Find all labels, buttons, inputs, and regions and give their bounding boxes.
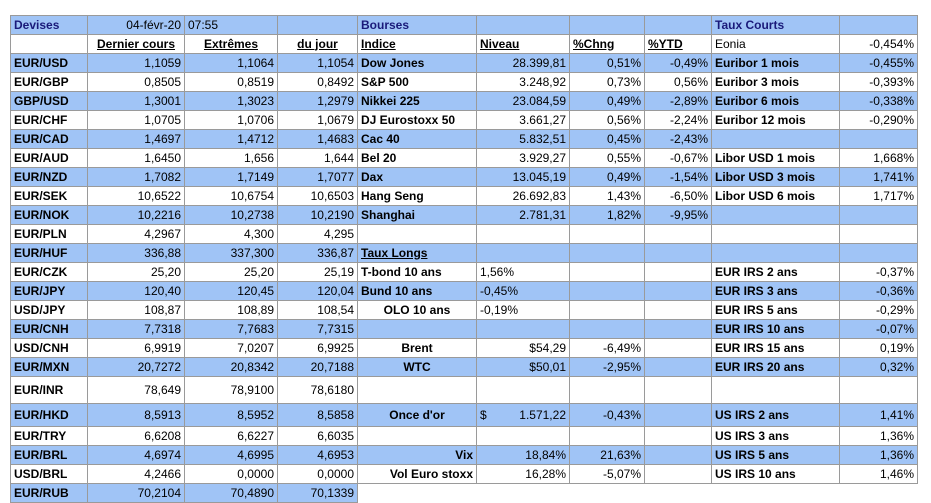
table-cell: 1,43% (570, 187, 645, 206)
table-cell: -0,338% (840, 92, 918, 111)
empty-cell (477, 320, 570, 339)
empty-cell (570, 484, 645, 503)
table-cell: EUR IRS 20 ans (712, 358, 840, 377)
col-indice: Indice (358, 35, 477, 54)
table-cell: 6,6227 (185, 427, 278, 446)
table-cell: -0,36% (840, 282, 918, 301)
table-cell: 1,1059 (88, 54, 185, 73)
table-cell: 1,741% (840, 168, 918, 187)
table-cell: 1,82% (570, 206, 645, 225)
table-cell: 1,717% (840, 187, 918, 206)
table-cell: 3.929,27 (477, 149, 570, 168)
empty-cell (840, 484, 918, 503)
empty-cell (645, 16, 712, 35)
table-cell: Euribor 6 mois (712, 92, 840, 111)
empty-cell (645, 301, 712, 320)
table-row (11, 301, 918, 320)
table-cell: EUR/CZK (11, 263, 88, 282)
table-cell: Libor USD 1 mois (712, 149, 840, 168)
empty-cell (570, 225, 645, 244)
table-row (11, 320, 918, 339)
table-cell: 70,4890 (185, 484, 278, 503)
table-cell: 6,6035 (278, 427, 358, 446)
table-cell: -0,67% (645, 149, 712, 168)
table-cell: EUR/NOK (11, 206, 88, 225)
table-cell: Once d'or (358, 404, 477, 427)
table-row (11, 149, 918, 168)
table-cell: -0,455% (840, 54, 918, 73)
table-cell: EUR IRS 3 ans (712, 282, 840, 301)
table-cell: 0,49% (570, 168, 645, 187)
table-row (11, 54, 918, 73)
empty-cell (477, 427, 570, 446)
table-cell: 4,2466 (88, 465, 185, 484)
table-cell: Vol Euro stoxx (358, 465, 477, 484)
table-cell: 0,8492 (278, 73, 358, 92)
bourses-heading: Bourses (358, 16, 477, 35)
table-cell: EUR/CHF (11, 111, 88, 130)
table-cell: 120,04 (278, 282, 358, 301)
table-cell: EUR/JPY (11, 282, 88, 301)
table-cell: EUR IRS 5 ans (712, 301, 840, 320)
empty-cell (840, 377, 918, 404)
empty-cell (358, 377, 477, 404)
col-dernier-cours: Dernier cours (88, 35, 185, 54)
col-niveau: Niveau (477, 35, 570, 54)
table-cell: 336,87 (278, 244, 358, 263)
table-cell: 0,0000 (278, 465, 358, 484)
time-cell: 07:55 (185, 16, 278, 35)
table-cell: Brent (358, 339, 477, 358)
table-cell: 5.832,51 (477, 130, 570, 149)
table-row (11, 339, 918, 358)
table-cell: 10,6522 (88, 187, 185, 206)
table-cell: -9,95% (645, 206, 712, 225)
table-cell: EUR/NZD (11, 168, 88, 187)
table-cell: US IRS 10 ans (712, 465, 840, 484)
table-cell: USD/JPY (11, 301, 88, 320)
empty-cell (645, 282, 712, 301)
table-cell: 23.084,59 (477, 92, 570, 111)
table-row (11, 358, 918, 377)
empty-cell (477, 244, 570, 263)
empty-cell (570, 244, 645, 263)
table-row (11, 446, 918, 465)
empty-cell (645, 339, 712, 358)
taux-courts-heading: Taux Courts (712, 16, 840, 35)
table-cell: 1,4697 (88, 130, 185, 149)
empty-cell (645, 484, 712, 503)
empty-cell (712, 484, 840, 503)
table-cell: 1,56% (477, 263, 570, 282)
eonia-label: Eonia (712, 35, 840, 54)
table-cell: S&P 500 (358, 73, 477, 92)
empty-cell (645, 263, 712, 282)
table-cell: EUR/RUB (11, 484, 88, 503)
table-cell: Euribor 3 mois (712, 73, 840, 92)
table-cell: EUR/HUF (11, 244, 88, 263)
table-cell: 1,0706 (185, 111, 278, 130)
table-cell: 120,45 (185, 282, 278, 301)
empty-cell (645, 244, 712, 263)
empty-cell (477, 377, 570, 404)
empty-cell (11, 35, 88, 54)
table-cell: 1,3001 (88, 92, 185, 111)
table-cell: Euribor 1 mois (712, 54, 840, 73)
table-cell: 4,6974 (88, 446, 185, 465)
table-cell: 18,84% (477, 446, 570, 465)
table-cell: 10,6754 (185, 187, 278, 206)
table-cell: -0,43% (570, 404, 645, 427)
table-row (11, 130, 918, 149)
table-cell: 4,2967 (88, 225, 185, 244)
empty-cell (358, 225, 477, 244)
table-cell: 1,7077 (278, 168, 358, 187)
table-cell: 25,19 (278, 263, 358, 282)
table-cell: $50,01 (477, 358, 570, 377)
table-cell: Shanghai (358, 206, 477, 225)
table-cell: 108,89 (185, 301, 278, 320)
table-cell: 78,9100 (185, 377, 278, 404)
table-cell: 337,300 (185, 244, 278, 263)
table-cell: 25,20 (185, 263, 278, 282)
table-cell: 4,295 (278, 225, 358, 244)
empty-cell (570, 282, 645, 301)
table-cell: EUR/CNH (11, 320, 88, 339)
table-row (11, 92, 918, 111)
empty-cell (645, 377, 712, 404)
table-cell: -6,50% (645, 187, 712, 206)
table-cell: 1,36% (840, 427, 918, 446)
table-cell: 8,5913 (88, 404, 185, 427)
table-cell: Bund 10 ans (358, 282, 477, 301)
table-cell: 3.661,27 (477, 111, 570, 130)
table-cell: 0,19% (840, 339, 918, 358)
table-row (11, 465, 918, 484)
table-cell: T-bond 10 ans (358, 263, 477, 282)
table-cell: 78,6180 (278, 377, 358, 404)
table-cell: -1,54% (645, 168, 712, 187)
table-cell: EUR/USD (11, 54, 88, 73)
table-cell: -0,290% (840, 111, 918, 130)
empty-cell (570, 377, 645, 404)
table-cell: 25,20 (88, 263, 185, 282)
table-cell: 16,28% (477, 465, 570, 484)
table-cell: 0,49% (570, 92, 645, 111)
table-cell: -2,89% (645, 92, 712, 111)
table-cell: 3.248,92 (477, 73, 570, 92)
empty-cell (712, 206, 840, 225)
table-cell: 26.692,83 (477, 187, 570, 206)
empty-cell (712, 225, 840, 244)
empty-cell (358, 484, 477, 503)
table-cell: 1,1064 (185, 54, 278, 73)
table-cell: EUR/CAD (11, 130, 88, 149)
table-cell: 108,87 (88, 301, 185, 320)
empty-cell (645, 446, 712, 465)
table-cell: EUR/PLN (11, 225, 88, 244)
table-row (11, 244, 918, 263)
table-cell: 20,8342 (185, 358, 278, 377)
empty-cell (712, 130, 840, 149)
table-cell: 20,7272 (88, 358, 185, 377)
table-row (11, 168, 918, 187)
empty-cell (477, 16, 570, 35)
table-cell: OLO 10 ans (358, 301, 477, 320)
empty-cell (477, 484, 570, 503)
table-cell: 1,4683 (278, 130, 358, 149)
table-cell: 6,9925 (278, 339, 358, 358)
table-cell: -0,49% (645, 54, 712, 73)
empty-cell (840, 130, 918, 149)
table-cell: 1,0705 (88, 111, 185, 130)
table-cell: 13.045,19 (477, 168, 570, 187)
empty-cell: $ 1.571,22 (477, 404, 570, 427)
table-cell: 0,56% (570, 111, 645, 130)
table-cell: 6,9919 (88, 339, 185, 358)
table-cell: 1,656 (185, 149, 278, 168)
table-cell: 1,3023 (185, 92, 278, 111)
table-cell: 1,4712 (185, 130, 278, 149)
empty-cell (570, 16, 645, 35)
table-cell: Vix (358, 446, 477, 465)
table-cell: EUR/BRL (11, 446, 88, 465)
table-cell: Euribor 12 mois (712, 111, 840, 130)
empty-cell (278, 16, 358, 35)
table-cell: 4,6953 (278, 446, 358, 465)
table-cell: 108,54 (278, 301, 358, 320)
table-cell: 7,7315 (278, 320, 358, 339)
table-cell: 0,73% (570, 73, 645, 92)
empty-cell (570, 427, 645, 446)
empty-cell (645, 320, 712, 339)
empty-cell (645, 465, 712, 484)
empty-cell (712, 244, 840, 263)
empty-cell (645, 358, 712, 377)
table-cell: 78,649 (88, 377, 185, 404)
table-cell: Libor USD 6 mois (712, 187, 840, 206)
table-cell: 120,40 (88, 282, 185, 301)
table-cell: Nikkei 225 (358, 92, 477, 111)
table-cell: -5,07% (570, 465, 645, 484)
table-cell: 1,41% (840, 404, 918, 427)
table-cell: 21,63% (570, 446, 645, 465)
empty-cell (840, 244, 918, 263)
table-cell: 1,7149 (185, 168, 278, 187)
table-cell: 70,1339 (278, 484, 358, 503)
empty-cell (358, 320, 477, 339)
empty-cell (570, 320, 645, 339)
table-cell: WTC (358, 358, 477, 377)
table-cell: 1,668% (840, 149, 918, 168)
table-cell: 20,7188 (278, 358, 358, 377)
table-cell: -6,49% (570, 339, 645, 358)
table-cell: Bel 20 (358, 149, 477, 168)
table-cell: 1,1054 (278, 54, 358, 73)
table-cell: 10,2738 (185, 206, 278, 225)
table-cell: 70,2104 (88, 484, 185, 503)
table-cell: 0,8505 (88, 73, 185, 92)
table-cell: EUR/HKD (11, 404, 88, 427)
table-row (11, 73, 918, 92)
table-row (11, 282, 918, 301)
table-row (11, 187, 918, 206)
table-cell: -0,393% (840, 73, 918, 92)
table-cell: -0,37% (840, 263, 918, 282)
table-row (11, 263, 918, 282)
table-cell: -0,45% (477, 282, 570, 301)
table-cell: 4,6995 (185, 446, 278, 465)
table-cell: 1,2979 (278, 92, 358, 111)
col-chng: %Chng (570, 35, 645, 54)
empty-cell (477, 225, 570, 244)
table-cell: 7,7318 (88, 320, 185, 339)
table-row (11, 225, 918, 244)
table-cell: -2,43% (645, 130, 712, 149)
table-row (11, 111, 918, 130)
empty-cell (570, 301, 645, 320)
table-row (11, 484, 918, 503)
table-cell: 1,0679 (278, 111, 358, 130)
col-du-jour: du jour (278, 35, 358, 54)
table-cell: USD/CNH (11, 339, 88, 358)
table-cell: $54,29 (477, 339, 570, 358)
empty-cell (645, 404, 712, 427)
table-cell: 6,6208 (88, 427, 185, 446)
table-cell: EUR/AUD (11, 149, 88, 168)
taux-longs-heading: Taux Longs (358, 244, 477, 263)
table-cell: 8,5858 (278, 404, 358, 427)
table-cell: 4,300 (185, 225, 278, 244)
table-cell: 0,45% (570, 130, 645, 149)
table-cell: US IRS 5 ans (712, 446, 840, 465)
table-cell: 0,8519 (185, 73, 278, 92)
table-cell: 0,32% (840, 358, 918, 377)
table-row (11, 427, 918, 446)
empty-cell (712, 377, 840, 404)
table-cell: EUR IRS 10 ans (712, 320, 840, 339)
table-cell: 0,56% (645, 73, 712, 92)
table-cell: 1,7082 (88, 168, 185, 187)
date-cell: 04-févr-20 (88, 16, 185, 35)
table-cell: EUR/MXN (11, 358, 88, 377)
eonia-value: -0,454% (840, 35, 918, 54)
table-cell: Libor USD 3 mois (712, 168, 840, 187)
table-cell: US IRS 3 ans (712, 427, 840, 446)
table-cell: -0,29% (840, 301, 918, 320)
empty-cell (645, 225, 712, 244)
table-row (11, 377, 918, 404)
table-row (11, 206, 918, 225)
table-cell: 1,6450 (88, 149, 185, 168)
table-cell: EUR IRS 2 ans (712, 263, 840, 282)
table-row (11, 404, 918, 427)
table-cell: GBP/USD (11, 92, 88, 111)
table-cell: US IRS 2 ans (712, 404, 840, 427)
table-cell: 10,2190 (278, 206, 358, 225)
table-cell: 2.781,31 (477, 206, 570, 225)
table-cell: 1,36% (840, 446, 918, 465)
table-cell: 0,55% (570, 149, 645, 168)
table-cell: EUR IRS 15 ans (712, 339, 840, 358)
table-cell: Cac 40 (358, 130, 477, 149)
empty-cell (570, 263, 645, 282)
table-cell: Dow Jones (358, 54, 477, 73)
empty-cell (840, 16, 918, 35)
empty-cell (358, 427, 477, 446)
table-cell: EUR/TRY (11, 427, 88, 446)
table-cell: 28.399,81 (477, 54, 570, 73)
table-cell: 1,644 (278, 149, 358, 168)
col-ytd: %YTD (645, 35, 712, 54)
table-cell: Dax (358, 168, 477, 187)
table-cell: 10,6503 (278, 187, 358, 206)
col-extremes: Extrêmes (185, 35, 278, 54)
empty-cell (840, 225, 918, 244)
table-cell: 10,2216 (88, 206, 185, 225)
table-cell: 8,5952 (185, 404, 278, 427)
devises-heading: Devises (11, 16, 88, 35)
table-cell: 7,0207 (185, 339, 278, 358)
table-cell: USD/BRL (11, 465, 88, 484)
table-cell: EUR/GBP (11, 73, 88, 92)
table-cell: -0,19% (477, 301, 570, 320)
table-cell: DJ Eurostoxx 50 (358, 111, 477, 130)
empty-cell (840, 206, 918, 225)
table-cell: 1,46% (840, 465, 918, 484)
empty-cell (645, 427, 712, 446)
table-cell: Hang Seng (358, 187, 477, 206)
table-cell: 0,0000 (185, 465, 278, 484)
table-cell: -0,07% (840, 320, 918, 339)
table-cell: 336,88 (88, 244, 185, 263)
table-cell: -2,24% (645, 111, 712, 130)
table-cell: 0,51% (570, 54, 645, 73)
table-cell: 7,7683 (185, 320, 278, 339)
table-cell: EUR/SEK (11, 187, 88, 206)
market-table (10, 15, 918, 503)
table-cell: -2,95% (570, 358, 645, 377)
table-cell: EUR/INR (11, 377, 88, 404)
